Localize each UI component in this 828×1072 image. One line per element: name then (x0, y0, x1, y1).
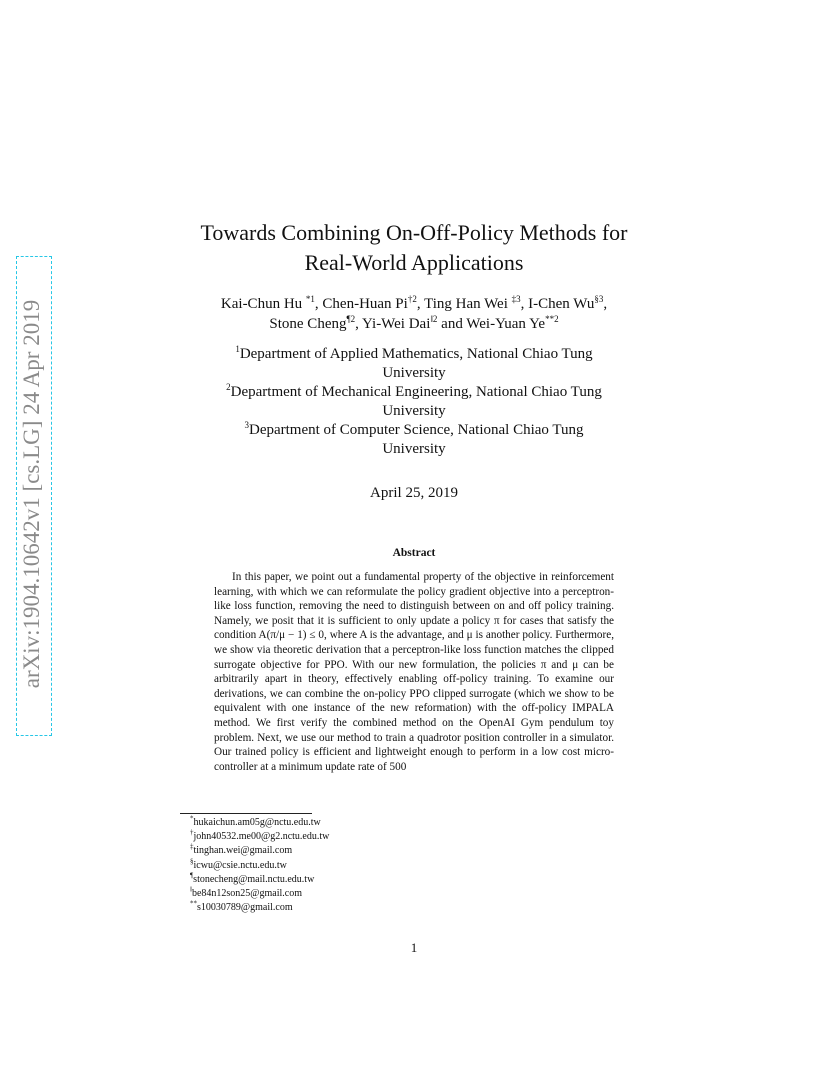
author-name: Stone Cheng (269, 316, 347, 332)
author-mark: *1 (305, 294, 315, 304)
footnote: *hukaichun.am05g@nctu.edu.tw (190, 814, 321, 828)
footnote: §icwu@csie.nctu.edu.tw (190, 857, 287, 871)
footnote: ‡tinghan.wei@gmail.com (190, 843, 293, 857)
affiliation: $^1$Department of Applied Mathematics, National Chiao Tung (235, 344, 593, 362)
author-mark: †2 (407, 294, 417, 304)
author-mark: **2 (545, 314, 559, 324)
footnote: ‖be84n12son25@gmail.com (190, 885, 302, 900)
affiliation: $^2$Department of Mechanical Engineering, National Chiao Tung (226, 382, 602, 400)
author-name: Ting Han Wei (424, 296, 512, 312)
page-number: 1 (410, 940, 418, 955)
affiliation-continuation: University (382, 403, 446, 419)
author-mark: §3 (594, 294, 604, 304)
author-name: Yi-Wei Dai (362, 316, 431, 332)
footnote: ¶stonecheng@mail.nctu.edu.tw (190, 871, 315, 885)
abstract-body: In this paper, we point out a fundamental property of the objective in reinforcement learning, with which we can reformulate the policy gradient objective into a perceptron-like loss function, removing the need to distinguish between on and off policy training. Namely, we posit that it is sufficient to only update a policy π for cases that satisfy the condition A(π/μ − 1) ≤ 0, where A is the advantage, and μ is another policy. Furthermore, we show via theoretic derivation that a perceptron-like loss function matches the clipped surrogate objective for PPO. With our new formulation, the policies π and μ can be arbitrarily apart in theory, effectively enabling off-policy training. To examine our derivations, we can combine the on-policy PPO clipped surrogate (which we show to be equivalent with one instance of the new reformation) with the off-policy IMPALA method. We first verify the combined method on the OpenAI Gym pendulum toy problem. Next, we use our method to train a quadrotor position controller in a simulator. Our trained policy is efficient and lightweight enough to perform in a low cost micro-controller at a minimum update rate of 500 (214, 571, 614, 773)
author-mark: ‖2 (430, 314, 438, 324)
title-line-2: Real-World Applications (304, 250, 524, 275)
footnote: †john40532.me00@g2.nctu.edu.tw (190, 828, 330, 843)
affiliation: $^3$Department of Computer Science, National Chiao Tung (244, 420, 584, 438)
affiliation-continuation: University (382, 441, 446, 457)
author-mark: ‡3 (511, 294, 521, 304)
title-line-1: Towards Combining On-Off-Policy Methods for (200, 220, 628, 245)
author-name: Chen-Huan Pi (322, 296, 408, 312)
footnote: **s10030789@gmail.com (190, 899, 293, 914)
arxiv-identifier: arXiv:1904.10642v1 [cs.LG] 24 Apr 2019 (19, 299, 44, 689)
affiliation-continuation: University (382, 365, 446, 381)
paper-date: April 25, 2019 (370, 485, 458, 501)
author-list: Kai-Chun Hu $^{*1}$, Chen-Huan Pi$^{\dagger 2}$, Ting Han Wei $^{\ddagger 3}$, I-Chen Wu$^{\S 3}$, Stone Cheng$^{\P 2}$, Yi-Wei Dai$^{‖2}$ and Wei-Yuan Ye$^{**2}$ (220, 294, 608, 332)
paper-title (140, 218, 688, 278)
affiliation-list (150, 345, 678, 459)
author-name: I-Chen Wu (528, 296, 595, 312)
footnote-list (190, 816, 329, 915)
abstract-formula: π/μ − 1) ≤ 0 (270, 629, 325, 642)
author-name: Wei-Yuan Ye (466, 316, 546, 332)
author-name: Kai-Chun Hu (220, 296, 306, 312)
author-mark: ¶2 (346, 314, 356, 324)
abstract-heading: Abstract (392, 547, 436, 559)
footnote-rule (180, 813, 312, 814)
